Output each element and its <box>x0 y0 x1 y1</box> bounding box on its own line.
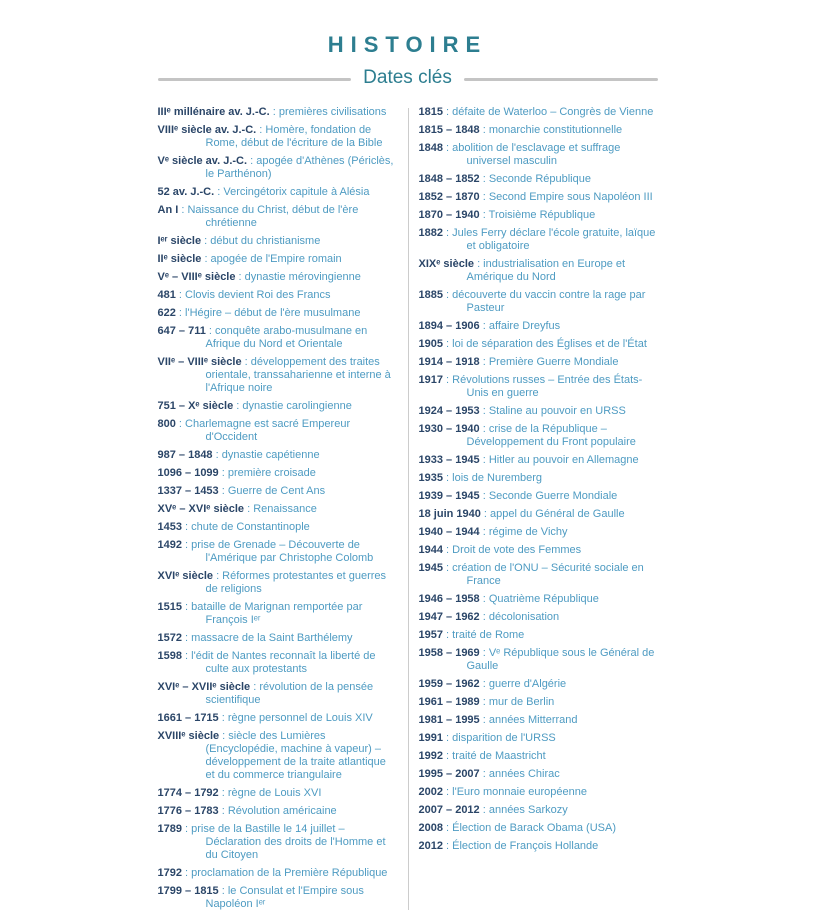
entry-date: 1946 – 1958 <box>418 593 480 605</box>
entry-description: : traité de Maastricht <box>442 750 546 762</box>
timeline-entry <box>158 400 398 413</box>
entry-date: 1933 – 1945 <box>418 454 480 466</box>
entry-date: 1774 – 1792 <box>157 787 219 799</box>
timeline-entry <box>419 544 658 557</box>
timeline-entry <box>419 209 658 222</box>
timeline-entry <box>158 418 398 444</box>
timeline-entry <box>158 681 398 707</box>
entry-description: : l'Hégire – début de l'ère musulmane <box>175 307 361 319</box>
timeline-entry <box>419 490 658 503</box>
timeline-entry <box>158 155 398 181</box>
entry-date: XVᵉ – XVIᵉ siècle <box>157 503 245 515</box>
timeline-entry <box>158 503 398 516</box>
entry-date: 1815 <box>418 106 443 118</box>
entry-date: 1939 – 1945 <box>418 490 480 502</box>
timeline-entry <box>158 712 398 725</box>
entry-date: XVIᵉ siècle <box>157 570 214 582</box>
entry-date: 1776 – 1783 <box>157 805 219 817</box>
entry-description: : industrialisation en Europe et Amérique du Nord <box>466 258 626 283</box>
entry-date: 1492 <box>157 539 182 551</box>
entry-description: : prise de Grenade – Découverte de l'Amérique par Christophe Colomb <box>181 539 374 564</box>
entry-date: 1882 <box>418 227 443 239</box>
timeline-entry <box>419 714 658 727</box>
section-subtitle: Dates clés <box>363 67 452 88</box>
entry-date: IIIᵉ millénaire av. J.-C. <box>157 106 270 118</box>
entry-date: VIIᵉ – VIIIᵉ siècle <box>157 356 242 368</box>
entry-date: 1661 – 1715 <box>157 712 219 724</box>
entry-date: 1947 – 1962 <box>418 611 480 623</box>
entry-date: 1792 <box>157 867 182 879</box>
entry-description: : révolution de la pensée scientifique <box>205 681 374 706</box>
entry-date: 1924 – 1953 <box>418 405 480 417</box>
timeline-entry <box>419 191 658 204</box>
timeline-entry <box>419 338 658 351</box>
entry-date: 1957 <box>418 629 443 641</box>
entry-date: 2002 <box>418 786 443 798</box>
timeline-entry <box>158 235 398 248</box>
timeline-entry <box>419 106 658 119</box>
timeline-entry <box>158 485 398 498</box>
timeline-entry <box>419 526 658 539</box>
entry-description: : dynastie capétienne <box>212 449 320 461</box>
timeline-entry <box>419 593 658 606</box>
entry-description: : Révolutions russes – Entrée des États-Unis en guerre <box>442 374 643 399</box>
subtitle-row <box>158 68 658 90</box>
entry-date: VIIIᵉ siècle av. J.-C. <box>157 124 257 136</box>
entry-date: 1944 <box>418 544 443 556</box>
entry-description: : Clovis devient Roi des Francs <box>175 289 331 301</box>
entry-date: Iᵉʳ siècle <box>157 235 202 247</box>
entry-date: 1992 <box>418 750 443 762</box>
entry-description: : Naissance du Christ, début de l'ère chrétienne <box>178 204 359 229</box>
entry-date: 622 <box>157 307 176 319</box>
timeline-entry <box>158 289 398 302</box>
entry-description: : Troisième République <box>479 209 596 221</box>
entry-description: : Vᵉ République sous le Général de Gaulle <box>466 647 655 672</box>
divider-line-left <box>158 78 352 81</box>
timeline-entry <box>419 822 658 835</box>
entry-description: : première croisade <box>218 467 316 479</box>
entry-date: 1572 <box>157 632 182 644</box>
timeline-entry <box>158 805 398 818</box>
entry-description: : siècle des Lumières (Encyclopédie, machine à vapeur) – développement de la traite atlantique et du commerce triangulaire <box>205 730 386 781</box>
entry-description: : le Consulat et l'Empire sous Napoléon Iᵉʳ <box>205 885 364 910</box>
timeline-entry <box>419 750 658 763</box>
entry-date: 1940 – 1944 <box>418 526 480 538</box>
timeline-entry <box>158 253 398 266</box>
timeline-entry <box>419 840 658 853</box>
entry-description: : dynastie carolingienne <box>233 400 352 412</box>
entry-date: 1961 – 1989 <box>418 696 480 708</box>
timeline-entry <box>158 271 398 284</box>
entry-date: 1870 – 1940 <box>418 209 480 221</box>
entry-description: : l'édit de Nantes reconnaît la liberté de culte aux protestants <box>181 650 376 675</box>
entry-description: : développement des traites orientale, transsaharienne et interne à l'Afrique noire <box>205 356 391 394</box>
entry-description: : années Mitterrand <box>479 714 578 726</box>
timeline-columns <box>158 106 658 916</box>
entry-description: : Renaissance <box>244 503 317 515</box>
entry-date: 1905 <box>418 338 443 350</box>
entry-date: 481 <box>157 289 176 301</box>
timeline-entry <box>158 885 398 911</box>
column-divider <box>408 108 409 910</box>
timeline-entry <box>419 289 658 315</box>
timeline-entry <box>158 307 398 320</box>
entry-date: 1991 <box>418 732 443 744</box>
timeline-entry <box>419 678 658 691</box>
timeline-column-right <box>419 106 658 916</box>
timeline-entry <box>419 629 658 642</box>
timeline-entry <box>158 106 398 119</box>
entry-description: : conquête arabo-musulmane en Afrique du Nord et Orientale <box>205 325 368 350</box>
entry-date: Vᵉ – VIIIᵉ siècle <box>157 271 236 283</box>
entry-date: 1799 – 1815 <box>157 885 219 897</box>
timeline-entry <box>158 730 398 782</box>
timeline-entry <box>158 325 398 351</box>
entry-description: : Élection de François Hollande <box>442 840 599 852</box>
entry-description: : régime de Vichy <box>479 526 568 538</box>
timeline-entry <box>419 356 658 369</box>
entry-description: : Staline au pouvoir en URSS <box>479 405 626 417</box>
entry-date: 1848 <box>418 142 443 154</box>
entry-description: : lois de Nuremberg <box>442 472 543 484</box>
entry-description: : règne de Louis XVI <box>218 787 322 799</box>
timeline-entry <box>158 632 398 645</box>
entry-description: : Vercingétorix capitule à Alésia <box>214 186 370 198</box>
page-title: HISTOIRE <box>327 32 488 57</box>
timeline-entry <box>158 204 398 230</box>
timeline-entry <box>158 356 398 395</box>
entry-date: 1930 – 1940 <box>418 423 480 435</box>
entry-description: : loi de séparation des Églises et de l'État <box>442 338 647 350</box>
entry-date: 1337 – 1453 <box>157 485 219 497</box>
timeline-entry <box>419 374 658 400</box>
timeline-entry <box>158 467 398 480</box>
entry-description: : apogée de l'Empire romain <box>201 253 342 265</box>
entry-description: : Homère, fondation de Rome, début de l'écriture de la Bible <box>205 124 383 149</box>
entry-description: : mur de Berlin <box>479 696 555 708</box>
entry-description: : Second Empire sous Napoléon III <box>479 191 653 203</box>
entry-description: : disparition de l'URSS <box>442 732 556 744</box>
entry-description: : Quatrième République <box>479 593 599 605</box>
timeline-entry <box>419 472 658 485</box>
entry-description: : affaire Dreyfus <box>479 320 561 332</box>
entry-description: : massacre de la Saint Barthélemy <box>181 632 353 644</box>
entry-date: 1848 – 1852 <box>418 173 480 185</box>
entry-date: XIXᵉ siècle <box>418 258 475 270</box>
timeline-entry <box>419 124 658 137</box>
entry-date: 1096 – 1099 <box>157 467 219 479</box>
entry-description: : Réformes protestantes et guerres de religions <box>205 570 387 595</box>
entry-date: 18 juin 1940 <box>418 508 481 520</box>
entry-date: 52 av. J.-C. <box>157 186 215 198</box>
entry-description: : l'Euro monnaie européenne <box>442 786 587 798</box>
entry-date: 1958 – 1969 <box>418 647 480 659</box>
entry-description: : premières civilisations <box>269 106 387 118</box>
timeline-entry <box>419 647 658 673</box>
entry-description: : traité de Rome <box>442 629 525 641</box>
entry-date: 1935 <box>418 472 443 484</box>
entry-date: An I <box>157 204 179 216</box>
entry-description: : apogée d'Athènes (Périclès, le Parthénon) <box>205 155 394 180</box>
entry-date: Vᵉ siècle av. J.-C. <box>157 155 248 167</box>
timeline-entry <box>158 570 398 596</box>
timeline-entry <box>158 787 398 800</box>
entry-description: : appel du Général de Gaulle <box>480 508 625 520</box>
divider-line-right <box>464 78 658 81</box>
timeline-entry <box>158 539 398 565</box>
entry-description: : Guerre de Cent Ans <box>218 485 326 497</box>
entry-description: : proclamation de la Première République <box>181 867 388 879</box>
entry-date: 1917 <box>418 374 443 386</box>
timeline-entry <box>419 696 658 709</box>
timeline-entry <box>158 650 398 676</box>
entry-description: : règne personnel de Louis XIV <box>218 712 373 724</box>
entry-description: : création de l'ONU – Sécurité sociale en France <box>442 562 644 587</box>
entry-date: 1885 <box>418 289 443 301</box>
timeline-entry <box>419 768 658 781</box>
entry-description: : Charlemagne est sacré Empereur d'Occident <box>175 418 351 443</box>
timeline-entry <box>419 454 658 467</box>
entry-description: : Élection de Barack Obama (USA) <box>442 822 616 834</box>
entry-date: 1981 – 1995 <box>418 714 480 726</box>
entry-date: 1598 <box>157 650 182 662</box>
entry-date: 987 – 1848 <box>157 449 213 461</box>
entry-date: 1894 – 1906 <box>418 320 480 332</box>
entry-date: 751 – Xᵉ siècle <box>157 400 234 412</box>
timeline-entry <box>419 508 658 521</box>
entry-date: 1815 – 1848 <box>418 124 480 136</box>
timeline-entry <box>419 405 658 418</box>
entry-date: XVIᵉ – XVIIᵉ siècle <box>157 681 251 693</box>
timeline-entry <box>419 142 658 168</box>
entry-description: : Droit de vote des Femmes <box>442 544 582 556</box>
entry-description: : années Sarkozy <box>479 804 568 816</box>
timeline-entry <box>419 320 658 333</box>
entry-date: 1945 <box>418 562 443 574</box>
entry-description: : années Chirac <box>479 768 560 780</box>
entry-date: 1789 <box>157 823 182 835</box>
timeline-entry <box>419 423 658 449</box>
timeline-entry <box>419 258 658 284</box>
timeline-entry <box>158 867 398 880</box>
entry-description: : bataille de Marignan remportée par François Iᵉʳ <box>181 601 363 626</box>
timeline-entry <box>158 186 398 199</box>
entry-description: : dynastie mérovingienne <box>235 271 361 283</box>
timeline-entry <box>419 562 658 588</box>
entry-date: 1914 – 1918 <box>418 356 480 368</box>
entry-date: XVIIIᵉ siècle <box>157 730 220 742</box>
entry-date: 2007 – 2012 <box>418 804 480 816</box>
entry-description: : monarchie constitutionnelle <box>479 124 623 136</box>
entry-date: 1995 – 2007 <box>418 768 480 780</box>
entry-description: : Première Guerre Mondiale <box>479 356 619 368</box>
timeline-entry <box>419 611 658 624</box>
timeline-entry <box>419 227 658 253</box>
entry-date: 800 <box>157 418 176 430</box>
timeline-entry <box>158 823 398 862</box>
entry-date: 2008 <box>418 822 443 834</box>
entry-date: 1959 – 1962 <box>418 678 480 690</box>
entry-date: 1515 <box>157 601 182 613</box>
entry-date: IIᵉ siècle <box>157 253 202 265</box>
timeline-entry <box>419 732 658 745</box>
entry-description: : guerre d'Algérie <box>479 678 567 690</box>
timeline-entry <box>158 124 398 150</box>
entry-description: : Seconde République <box>479 173 591 185</box>
entry-date: 1852 – 1870 <box>418 191 480 203</box>
timeline-entry <box>419 786 658 799</box>
timeline-column-left <box>158 106 398 916</box>
entry-description: : Révolution américaine <box>218 805 337 817</box>
entry-description: : début du christianisme <box>201 235 321 247</box>
entry-description: : crise de la République – Développement du Front populaire <box>466 423 636 448</box>
entry-description: : défaite de Waterloo – Congrès de Vienne <box>442 106 654 118</box>
entry-date: 2012 <box>418 840 443 852</box>
entry-description: : Seconde Guerre Mondiale <box>479 490 618 502</box>
entry-description: : chute de Constantinople <box>181 521 310 533</box>
entry-description: : prise de la Bastille le 14 juillet – Déclaration des droits de l'Homme et du Citoyen <box>181 823 386 861</box>
entry-description: : Hitler au pouvoir en Allemagne <box>479 454 639 466</box>
entry-description: : décolonisation <box>479 611 560 623</box>
timeline-entry <box>419 804 658 817</box>
timeline-entry <box>158 449 398 462</box>
content-area <box>158 32 658 916</box>
timeline-entry <box>419 173 658 186</box>
entry-description: : découverte du vaccin contre la rage par Pasteur <box>442 289 646 314</box>
entry-date: 1453 <box>157 521 182 533</box>
entry-description: : Jules Ferry déclare l'école gratuite, laïque et obligatoire <box>442 227 656 252</box>
entry-description: : abolition de l'esclavage et suffrage universel masculin <box>442 142 621 167</box>
entry-date: 647 – 711 <box>157 325 206 337</box>
timeline-entry <box>158 521 398 534</box>
timeline-entry <box>158 601 398 627</box>
